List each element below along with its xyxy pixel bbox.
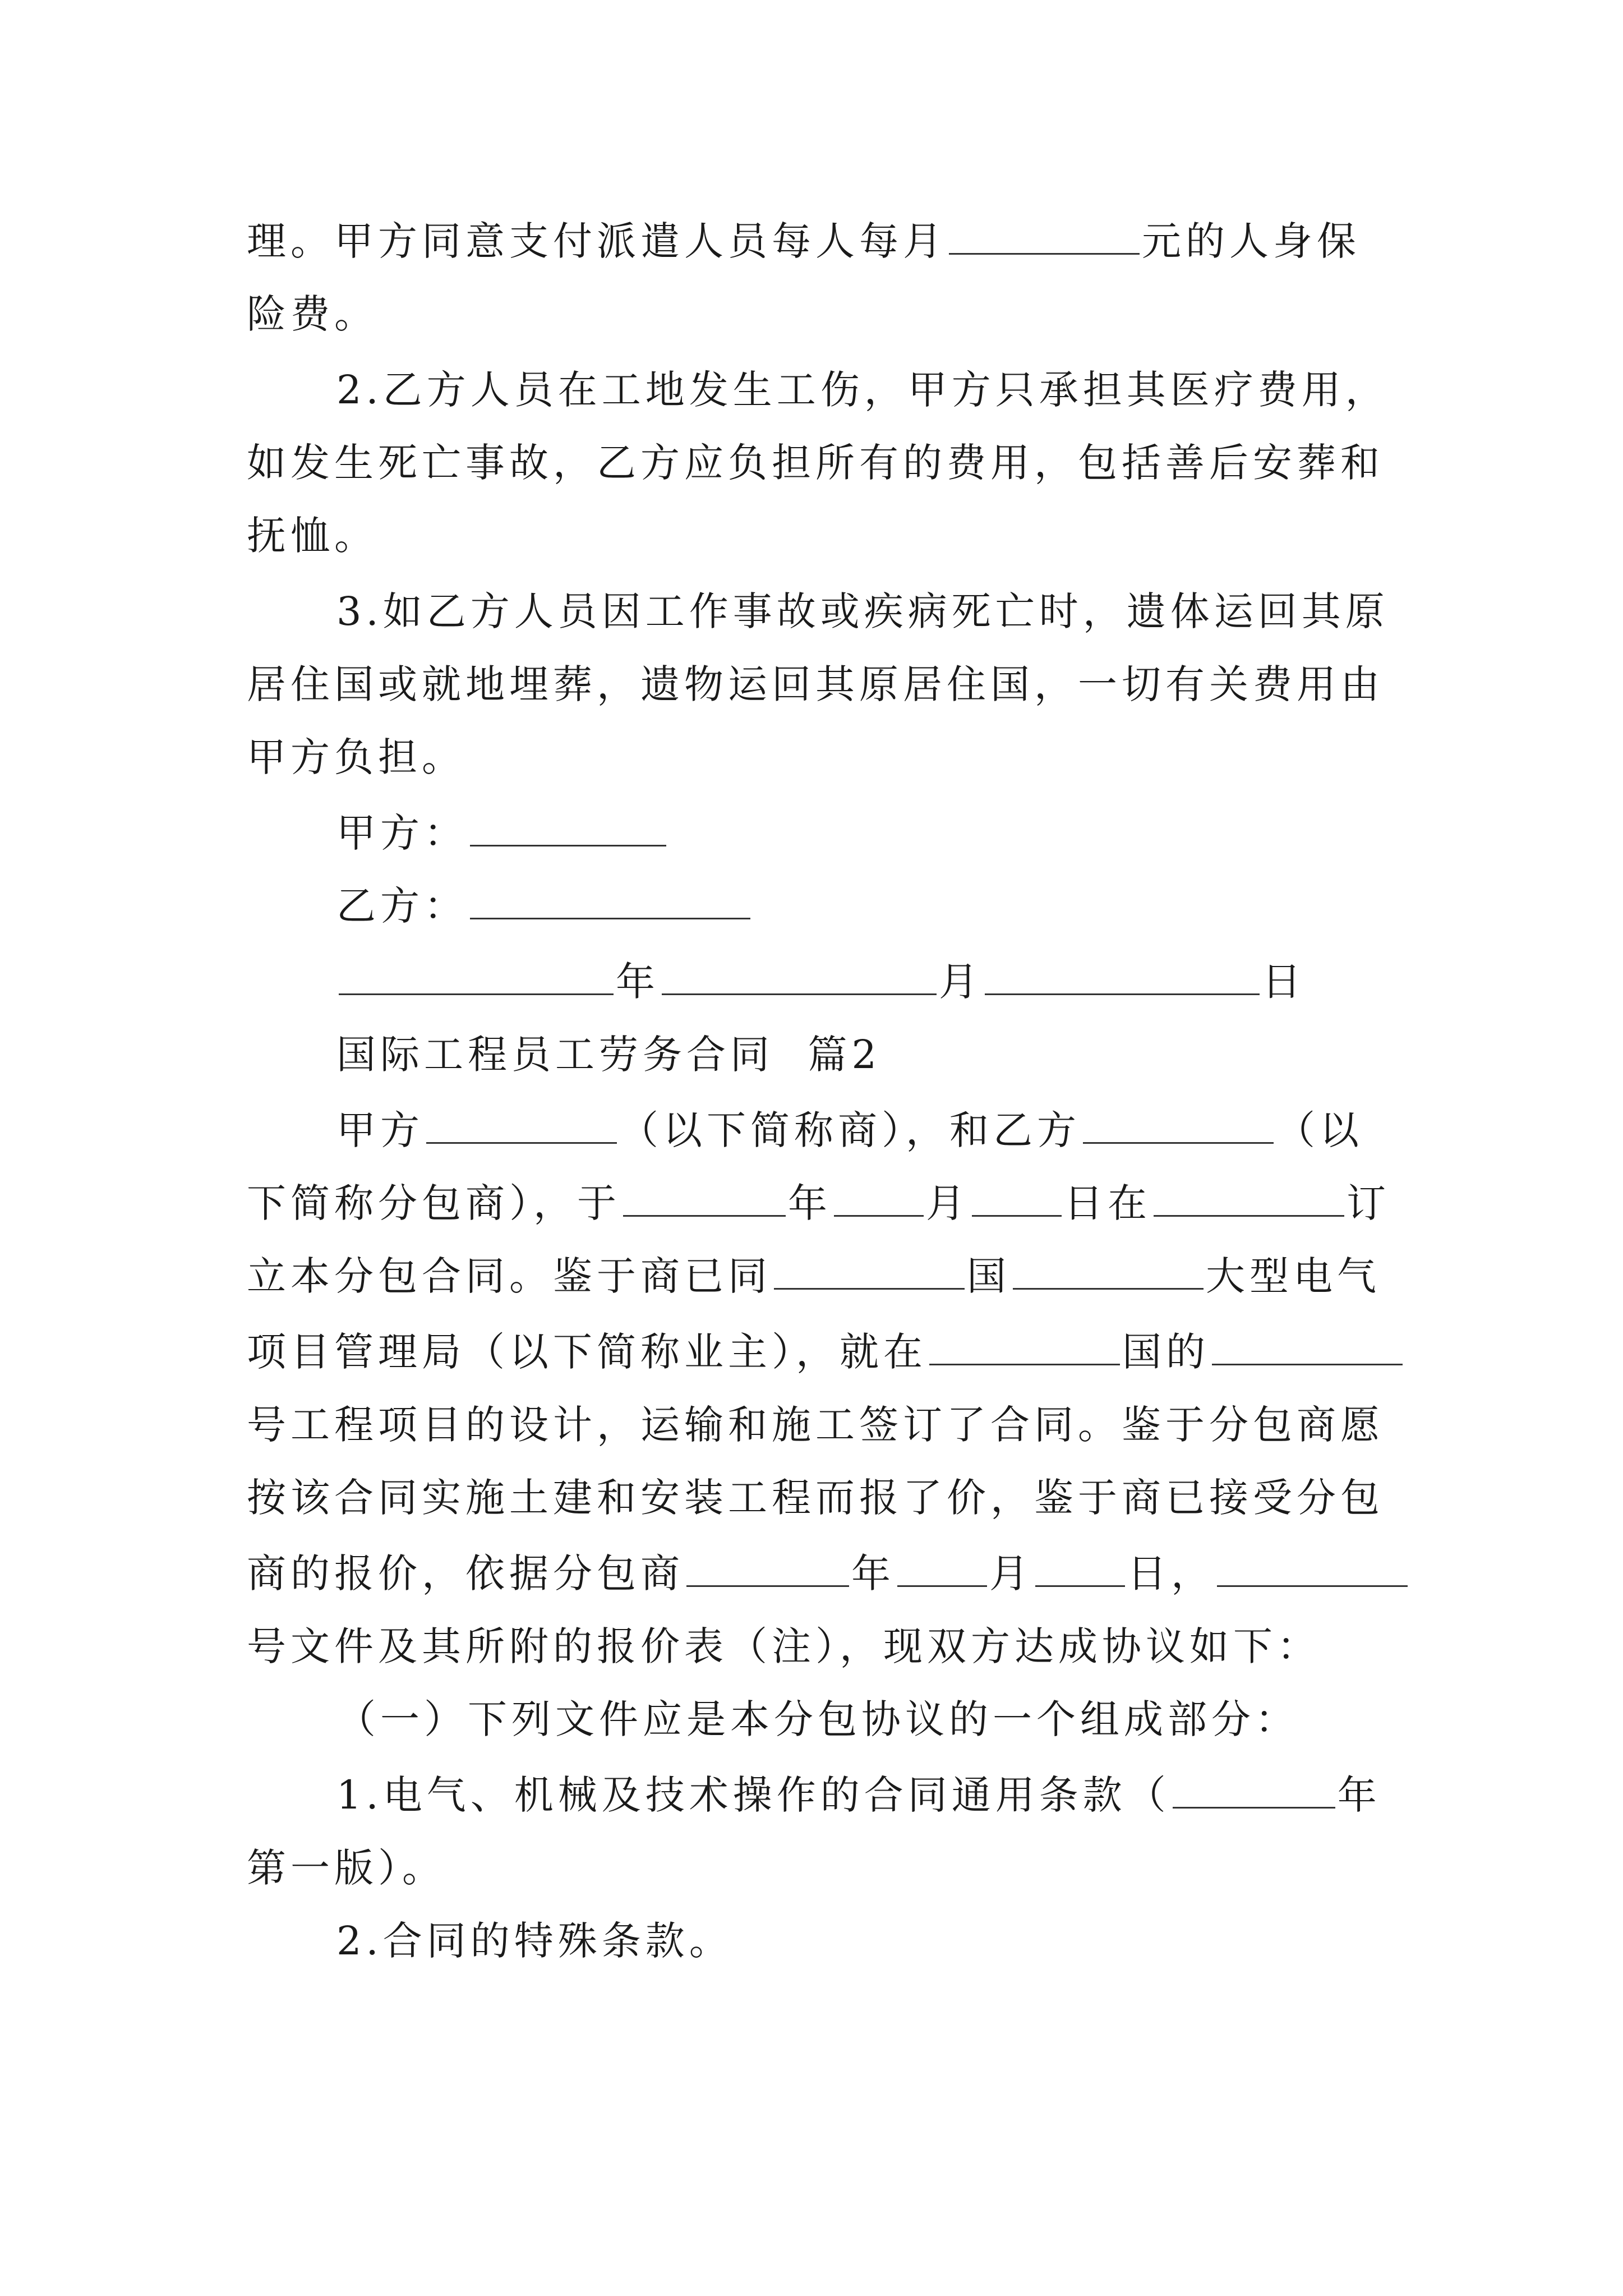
blank-underline <box>1217 1550 1408 1587</box>
blank-underline <box>949 218 1140 255</box>
text-run: 月 <box>939 959 983 1005</box>
blank-underline <box>972 1180 1062 1217</box>
text-run: 居住国或就地埋葬，遗物运回其原居住国，一切有关费用由 <box>247 661 1384 707</box>
paragraph-line <box>247 1324 1405 1380</box>
text-run: 元的人身保 <box>1142 218 1361 264</box>
blank-underline <box>470 810 666 846</box>
paragraph-line <box>336 1767 1381 1823</box>
text-run: 日 <box>1262 959 1306 1005</box>
text-run: 国 <box>967 1253 1011 1299</box>
blank-underline <box>1154 1180 1344 1217</box>
text-run: 日在 <box>1064 1180 1151 1226</box>
blank-underline <box>1035 1550 1125 1587</box>
date-line <box>336 954 1306 1010</box>
text-run: 商的报价，依据分包商 <box>247 1550 684 1596</box>
paragraph-line <box>336 1691 1299 1747</box>
text-run: 如发生死亡事故，乙方应负担所有的费用，包括善后安葬和 <box>247 440 1384 486</box>
section-title <box>336 1027 881 1083</box>
text-run: 2.合同的特殊条款。 <box>336 1918 733 1964</box>
text-run: 订 <box>1347 1180 1390 1226</box>
blank-underline <box>774 1253 965 1290</box>
paragraph-line <box>336 1102 1363 1158</box>
blank-underline <box>1013 1253 1204 1290</box>
text-run: 号工程项目的设计，运输和施工签订了合同。鉴于分包商愿 <box>247 1402 1384 1448</box>
text-run: 下简称分包商），于 <box>247 1180 621 1226</box>
blank-underline <box>686 1550 849 1587</box>
text-run: 3.如乙方人员因工作事故或疾病死亡时，遗体运回其原 <box>336 588 1389 634</box>
text-run: 年 <box>788 1180 832 1226</box>
text-run: 甲方 <box>336 1107 424 1153</box>
text-run: 险费。 <box>247 291 378 337</box>
paragraph-line <box>247 1545 1410 1602</box>
paragraph-line <box>336 583 1389 639</box>
text-run: 年 <box>616 959 660 1005</box>
text-run: 国的 <box>1122 1329 1210 1375</box>
paragraph-line <box>247 1470 1384 1526</box>
text-run: （以下简称商），和乙方 <box>619 1107 1081 1153</box>
text-run: 甲方： <box>336 810 468 856</box>
text-run: 年 <box>851 1550 895 1596</box>
text-run: 按该合同实施土建和安装工程而报了价，鉴于商已接受分包 <box>247 1475 1384 1521</box>
text-run: 乙方： <box>336 883 468 929</box>
text-run: 年 <box>1337 1772 1381 1818</box>
paragraph-line <box>247 1248 1381 1304</box>
blank-underline <box>339 959 614 995</box>
paragraph-line <box>247 1175 1390 1231</box>
text-run: 号文件及其所附的报价表（注），现双方达成协议如下： <box>247 1623 1321 1669</box>
paragraph-line <box>247 1618 1321 1674</box>
text-run: 大型电气 <box>1206 1253 1381 1299</box>
blank-underline <box>623 1180 786 1217</box>
paragraph-line <box>247 213 1361 269</box>
blank-underline <box>662 959 937 995</box>
text-run: 2.乙方人员在工地发生工伤，甲方只承担其医疗费用， <box>336 367 1389 413</box>
paragraph-line <box>247 729 465 785</box>
paragraph-line <box>247 286 378 342</box>
blank-underline <box>1173 1772 1335 1809</box>
blank-underline <box>1083 1107 1274 1144</box>
blank-underline <box>929 1329 1120 1365</box>
text-run: （以 <box>1276 1107 1363 1153</box>
blank-underline <box>834 1180 924 1217</box>
paragraph-line <box>247 1840 446 1896</box>
text-run: 第一版）。 <box>247 1845 446 1891</box>
text-run: 1.电气、机械及技术操作的合同通用条款（ <box>336 1772 1170 1818</box>
text-run: 抚恤。 <box>247 513 378 559</box>
text-run: 立本分包合同。鉴于商已同 <box>247 1253 772 1299</box>
blank-underline <box>426 1107 617 1144</box>
text-run: 甲方负担。 <box>247 734 465 780</box>
text-run: 月 <box>926 1180 970 1226</box>
blank-underline <box>985 959 1260 995</box>
signature-line-party-a <box>336 805 668 861</box>
paragraph-line <box>247 1397 1384 1453</box>
blank-underline <box>470 883 750 919</box>
text-run: （一）下列文件应是本分包协议的一个组成部分： <box>336 1696 1299 1742</box>
signature-line-party-b <box>336 878 753 934</box>
blank-underline <box>1212 1329 1403 1365</box>
text-run: 国际工程员工劳务合同 篇2 <box>336 1032 882 1078</box>
text-run: 日， <box>1127 1550 1215 1596</box>
paragraph-line <box>247 656 1384 712</box>
blank-underline <box>897 1550 987 1587</box>
paragraph-line <box>336 362 1389 418</box>
text-run: 理。甲方同意支付派遣人员每人每月 <box>247 218 947 264</box>
paragraph-line <box>336 1913 733 1969</box>
paragraph-line <box>247 435 1384 491</box>
text-run: 项目管理局（以下简称业主），就在 <box>247 1329 927 1375</box>
paragraph-line <box>247 508 378 564</box>
text-run: 月 <box>989 1550 1033 1596</box>
